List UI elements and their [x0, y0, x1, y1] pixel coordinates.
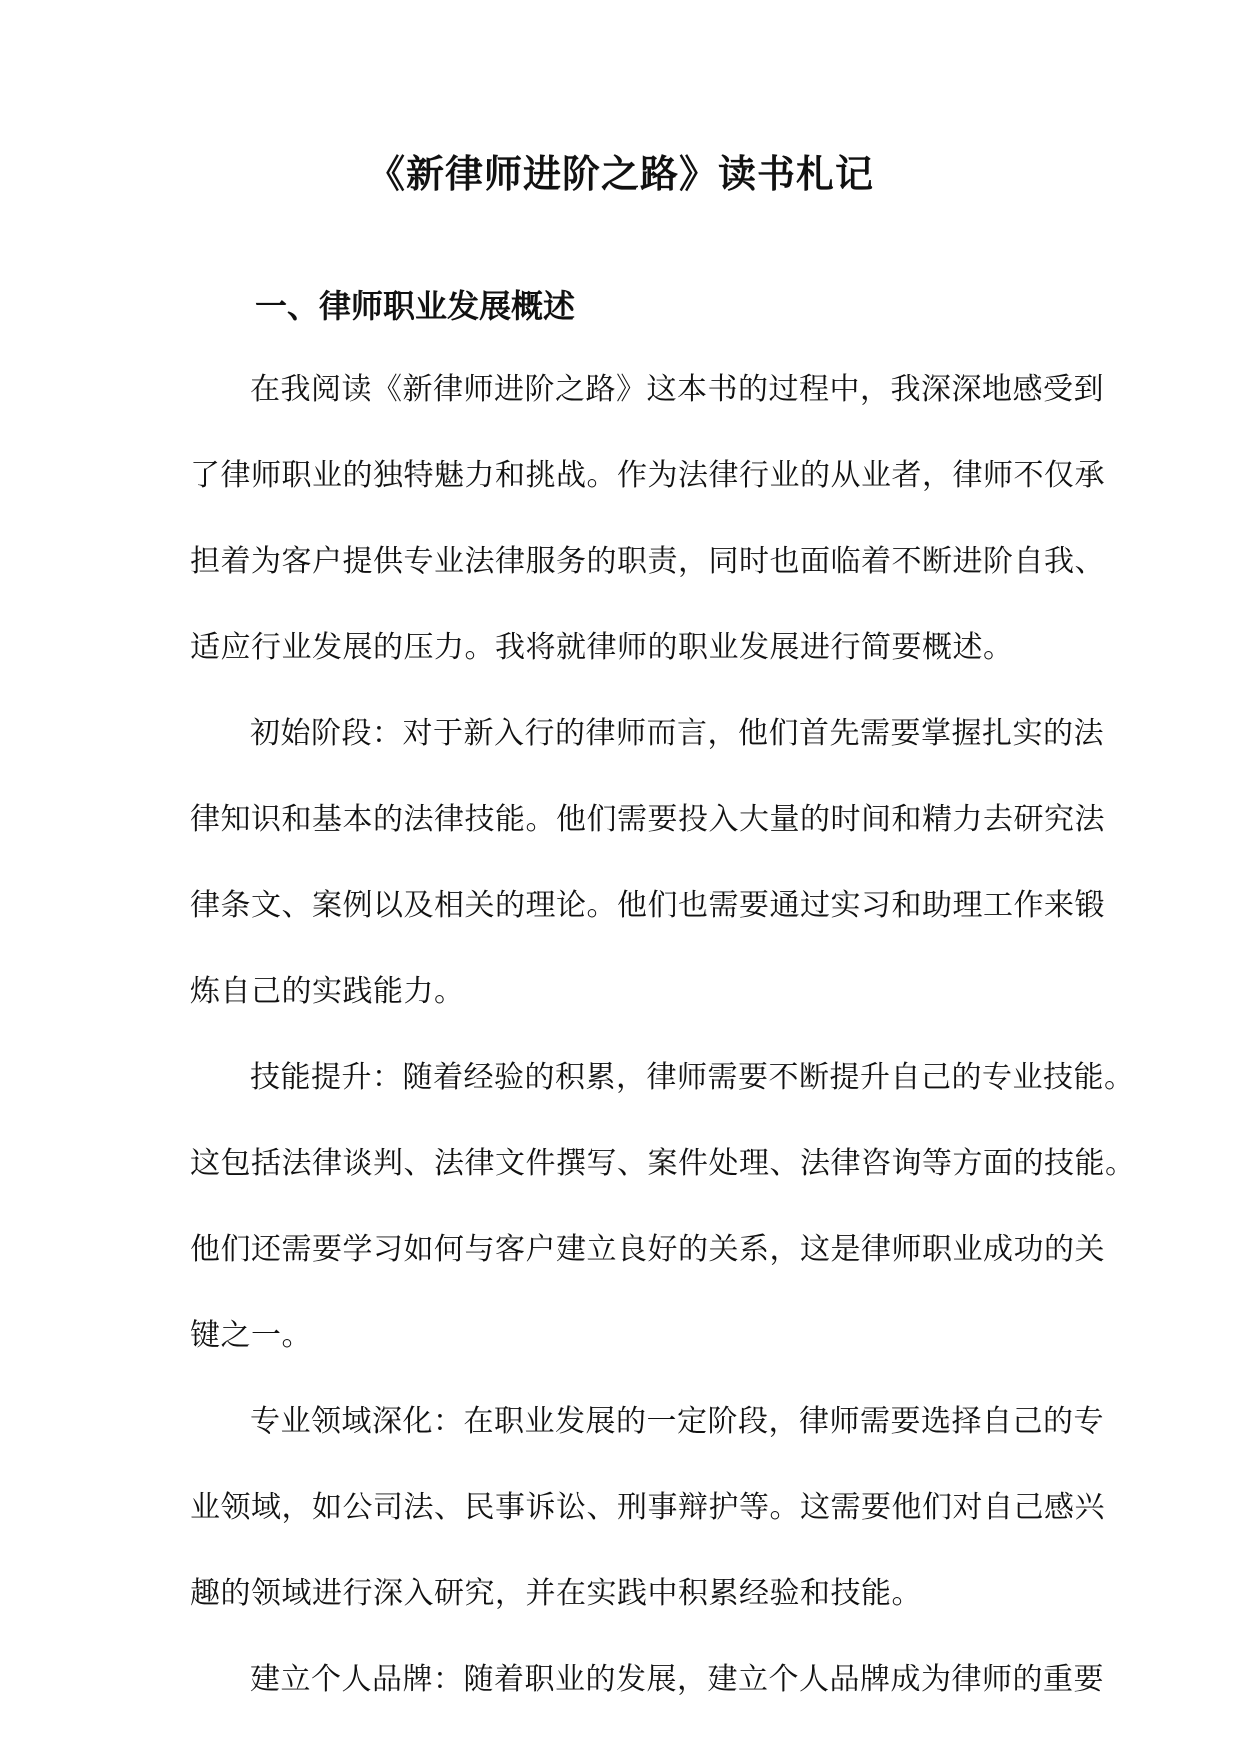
paragraph-line: 技能提升：随着经验的积累，律师需要不断提升自己的专业技能。 [250, 1060, 1135, 1095]
paragraph-line: 律知识和基本的法律技能。他们需要投入大量的时间和精力去研究法 [190, 802, 1105, 837]
paragraph-line: 炼自己的实践能力。 [190, 974, 465, 1009]
paragraph-skill-improvement [190, 1053, 1136, 1397]
paragraph-initial-stage [190, 709, 1105, 1053]
paragraph-line: 了律师职业的独特魅力和挑战。作为法律行业的从业者，律师不仅承 [190, 458, 1105, 493]
paragraph-line: 建立个人品牌：随着职业的发展，建立个人品牌成为律师的重要 [250, 1662, 1104, 1697]
paragraph-line: 趣的领域进行深入研究，并在实践中积累经验和技能。 [190, 1576, 922, 1611]
paragraph-line: 担着为客户提供专业法律服务的职责，同时也面临着不断进阶自我、 [190, 544, 1105, 579]
paragraph-line: 适应行业发展的压力。我将就律师的职业发展进行简要概述。 [190, 630, 1014, 665]
paragraph-line: 业领域，如公司法、民事诉讼、刑事辩护等。这需要他们对自己感兴 [190, 1490, 1105, 1525]
paragraph-line: 这包括法律谈判、法律文件撰写、案件处理、法律咨询等方面的技能。 [190, 1146, 1136, 1181]
section-heading: 一、律师职业发展概述 [255, 287, 576, 325]
document-body [190, 365, 1136, 1741]
paragraph-line: 在我阅读《新律师进阶之路》这本书的过程中，我深深地感受到 [250, 372, 1104, 407]
paragraph-line: 键之一。 [190, 1318, 312, 1353]
paragraph-line: 他们还需要学习如何与客户建立良好的关系，这是律师职业成功的关 [190, 1232, 1105, 1267]
paragraph-line: 专业领域深化：在职业发展的一定阶段，律师需要选择自己的专 [250, 1404, 1104, 1439]
paragraph-line: 初始阶段：对于新入行的律师而言，他们首先需要掌握扎实的法 [250, 716, 1104, 751]
paragraph-line: 律条文、案例以及相关的理论。他们也需要通过实习和助理工作来锻 [190, 888, 1105, 923]
paragraph-specialization [190, 1397, 1105, 1655]
paragraph-personal-brand [190, 1655, 1104, 1741]
paragraph-overview [190, 365, 1105, 709]
document-title: 《新律师进阶之路》读书札记 [366, 152, 874, 196]
